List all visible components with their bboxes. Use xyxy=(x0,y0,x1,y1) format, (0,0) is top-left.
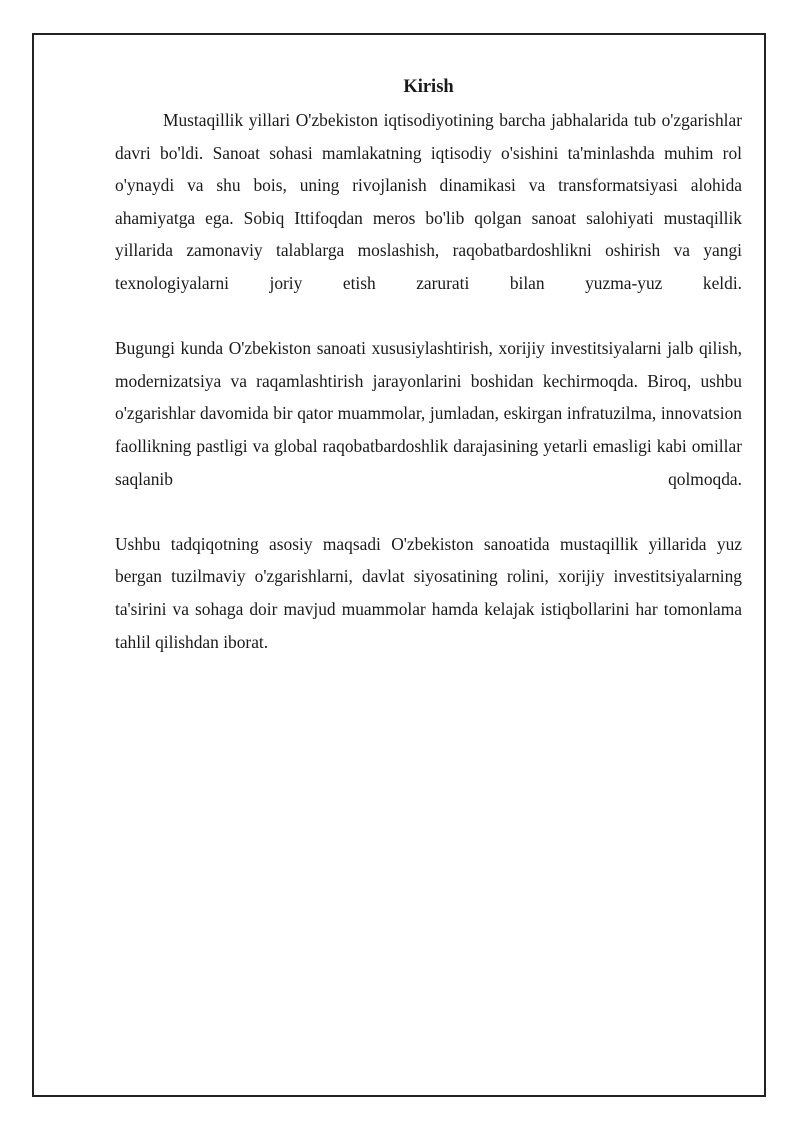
paragraph-3: Ushbu tadqiqotning asosiy maqsadi O'zbekiston sanoatida mustaqillik yillarida yuz bergan tuzilmaviy o'zgarishlarni, davlat siyosatining rolini, xorijiy investitsiyalarning ta'sirini va sohaga doir mavjud muammolar hamda kelajak istiqbollarini har tomonlama tahlil qilishdan iborat. xyxy=(115,533,742,652)
document-body xyxy=(115,72,742,658)
paragraph-1: Mustaqillik yillari O'zbekiston iqtisodiyotining barcha jabhalarida tub o'zgarishlar davri bo'ldi. Sanoat sohasi mamlakatning iqtisodiy o'sishini ta'minlashda muhim rol o'ynaydi va shu bois, uning rivojlanish dinamikasi va transformatsiyasi alohida ahamiyatga ega. Sobiq Ittifoqdan meros bo'lib qolgan sanoat salohiyati mustaqillik yillarida zamonaviy talablarga moslashish, raqobatbardoshlikni oshirish va yangi texnologiyalarni joriy etish zarurati bilan yuzma-yuz keldi. xyxy=(115,110,742,293)
paragraph-gap xyxy=(115,300,742,333)
paragraph-gap xyxy=(115,495,742,528)
paragraph-2: Bugungi kunda O'zbekiston sanoati xususiylashtirish, xorijiy investitsiyalarni jalb qilish, modernizatsiya va raqamlashtirish jarayonlarini boshidan kechirmoqda. Biroq, ushbu o'zgarishlar davomida bir qator muammolar, jumladan, eskirgan infratuzilma, innovatsion faollikning pastligi va global raqobatbardoshlik darajasining yetarli emasligi kabi omillar saqlanib qolmoqda. xyxy=(115,338,742,489)
document-title: Kirish xyxy=(403,77,454,97)
